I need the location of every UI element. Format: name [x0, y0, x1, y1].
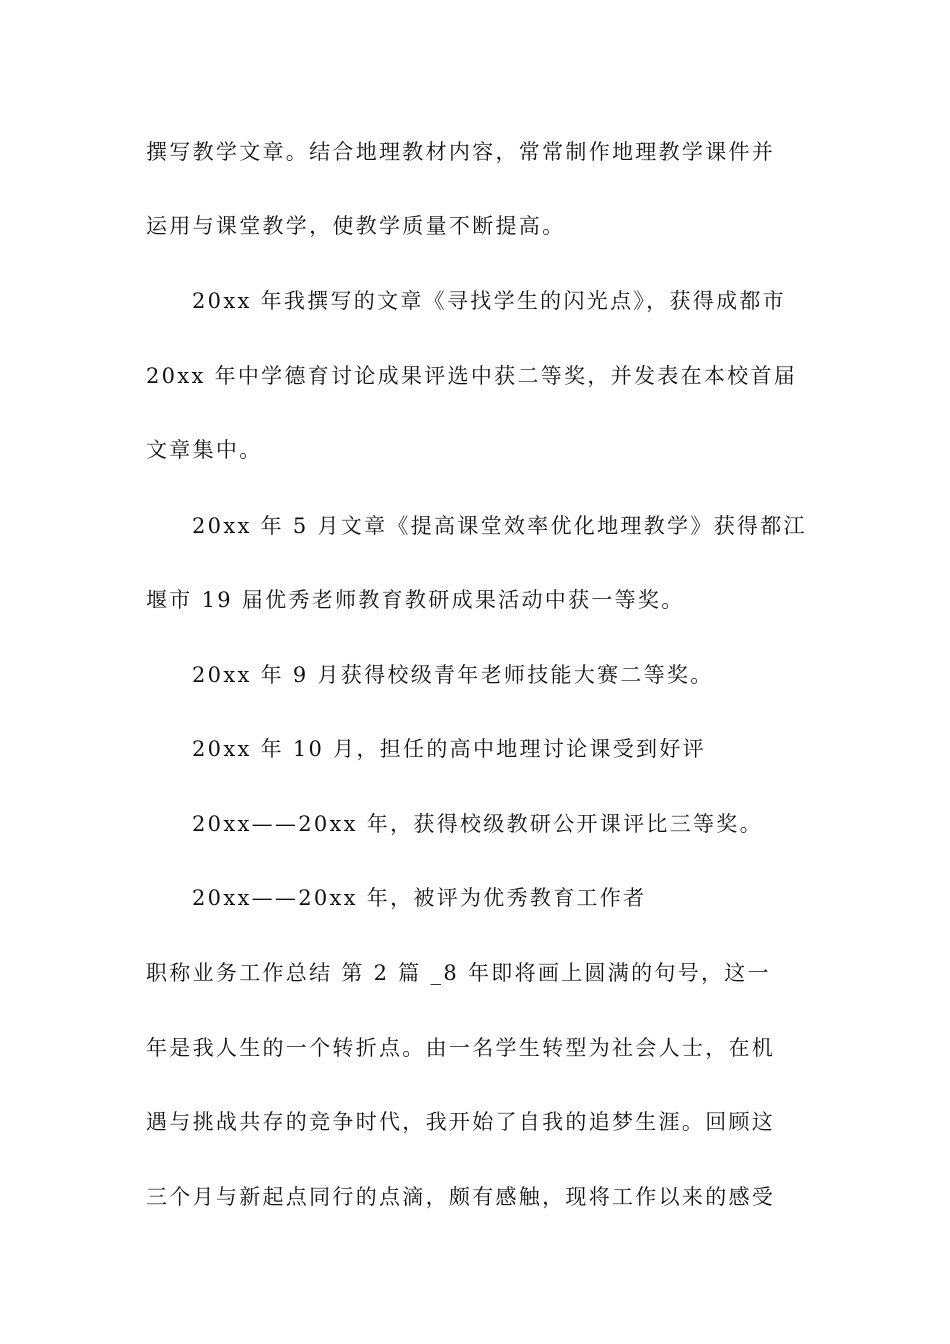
paragraph-start-line: 20xx 年 5 月文章《提高课堂效率优化地理教学》获得都江	[192, 514, 807, 538]
paragraph-start-line: 20xx——20xx 年，被评为优秀教育工作者	[192, 886, 647, 910]
paragraph-start-line: 20xx 年 9 月获得校级青年老师技能大赛二等奖。	[192, 663, 714, 687]
text-line: 撰写教学文章。结合地理教材内容，常常制作地理教学课件并	[146, 140, 776, 164]
paragraph-start-line: 20xx 年 10 月，担任的高中地理讨论课受到好评	[192, 737, 706, 761]
paragraph-start-line: 20xx——20xx 年，获得校级教研公开课评比三等奖。	[192, 812, 763, 836]
text-line: 堰市 19 届优秀老师教育教研成果活动中获一等奖。	[146, 588, 685, 612]
text-line: 20xx 年中学德育讨论成果评选中获二等奖，并发表在本校首届	[146, 364, 798, 388]
paragraph-start-line: 20xx 年我撰写的文章《寻找学生的闪光点》，获得成都市	[192, 289, 786, 313]
section-heading-line: 职称业务工作总结 第 2 篇 _8 年即将画上圆满的句号，这一	[146, 961, 771, 985]
text-line: 年是我人生的一个转折点。由一名学生转型为社会人士，在机	[146, 1036, 776, 1060]
text-line: 文章集中。	[146, 438, 263, 462]
text-line: 三个月与新起点同行的点滴，颇有感触，现将工作以来的感受	[146, 1185, 776, 1209]
text-line: 遇与挑战共存的竞争时代，我开始了自我的追梦生涯。回顾这	[146, 1110, 776, 1134]
text-line: 运用与课堂教学，使教学质量不断提高。	[146, 214, 566, 238]
